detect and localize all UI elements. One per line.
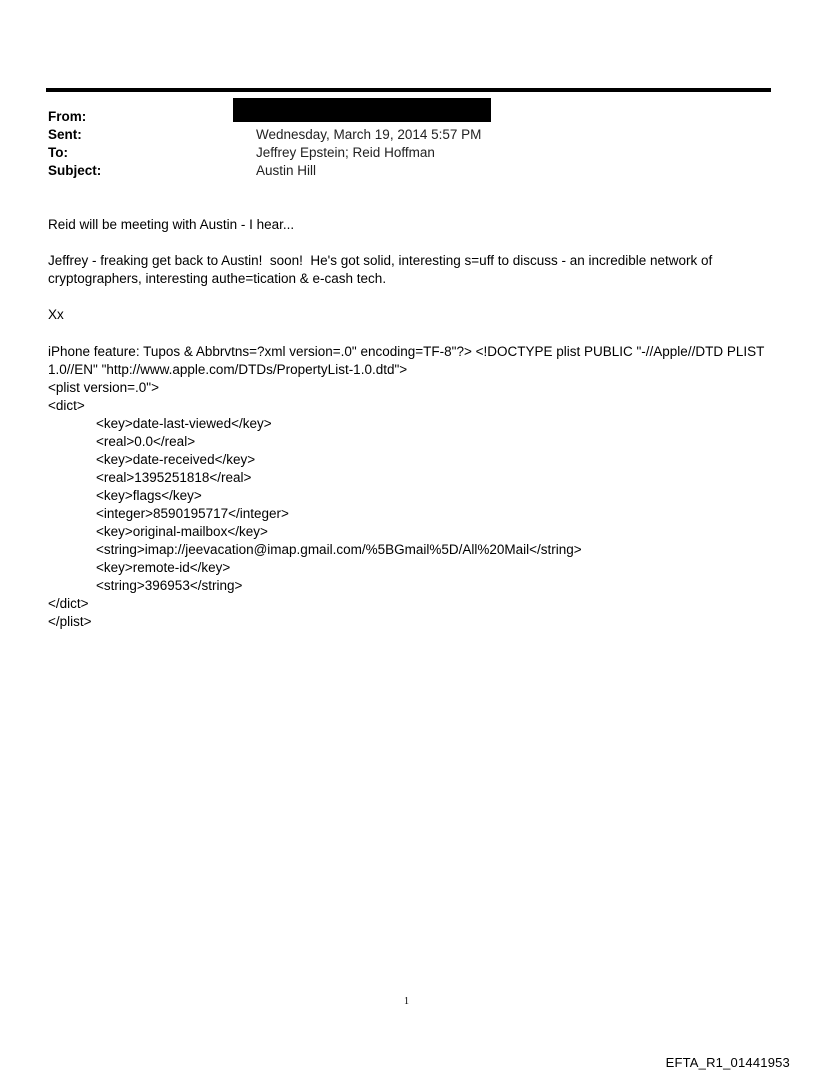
body-paragraph-1: Reid will be meeting with Austin - I hear... [48, 217, 295, 232]
document-id: EFTA_R1_01441953 [665, 1055, 790, 1070]
plist-entry: <key>date-received</key> [96, 452, 256, 467]
plist-entry: <key>date-last-viewed</key> [96, 416, 272, 431]
plist-entry: <key>remote-id</key> [96, 560, 231, 575]
signature-line-1: iPhone feature: Tupos & Abbrvtns=?xml version=.0" encoding=TF-8"?> <!DOCTYPE plist PUBLIC "-//Apple//DTD PLIST [48, 344, 765, 359]
header-divider [46, 88, 771, 92]
sent-label: Sent: [48, 127, 82, 142]
subject-label: Subject: [48, 163, 102, 178]
plist-entry: <real>1395251818</real> [96, 470, 252, 485]
redacted-sender [233, 98, 491, 122]
plist-entry: <key>original-mailbox</key> [96, 524, 268, 539]
body-paragraph-2: Jeffrey - freaking get back to Austin! soon! He's got solid, interesting s=uff to discuss - an incredible network of cryptographers, interesting authe=tication & e-cash tech. [48, 253, 717, 286]
dict-open-tag: <dict> [48, 398, 85, 413]
sign-off: Xx [48, 307, 64, 322]
subject-value: Austin Hill [256, 163, 317, 178]
plist-entry: <key>flags</key> [96, 488, 202, 503]
plist-open-tag: <plist version=.0"> [48, 380, 159, 395]
plist-entry: <real>0.0</real> [96, 434, 196, 449]
page-number: 1 [404, 996, 409, 1007]
plist-entry: <string>imap://jeevacation@imap.gmail.com/%5BGmail%5D/All%20Mail</string> [96, 542, 582, 557]
dict-close-tag: </dict> [48, 596, 89, 611]
signature-line-2: 1.0//EN" "http://www.apple.com/DTDs/PropertyList-1.0.dtd"> [48, 362, 408, 377]
from-label: From: [48, 109, 87, 124]
plist-close-tag: </plist> [48, 614, 92, 629]
plist-entry: <string>396953</string> [96, 578, 243, 593]
sent-value: Wednesday, March 19, 2014 5:57 PM [256, 127, 482, 142]
plist-entry: <integer>8590195717</integer> [96, 506, 289, 521]
to-value: Jeffrey Epstein; Reid Hoffman [256, 145, 435, 160]
to-label: To: [48, 145, 68, 160]
